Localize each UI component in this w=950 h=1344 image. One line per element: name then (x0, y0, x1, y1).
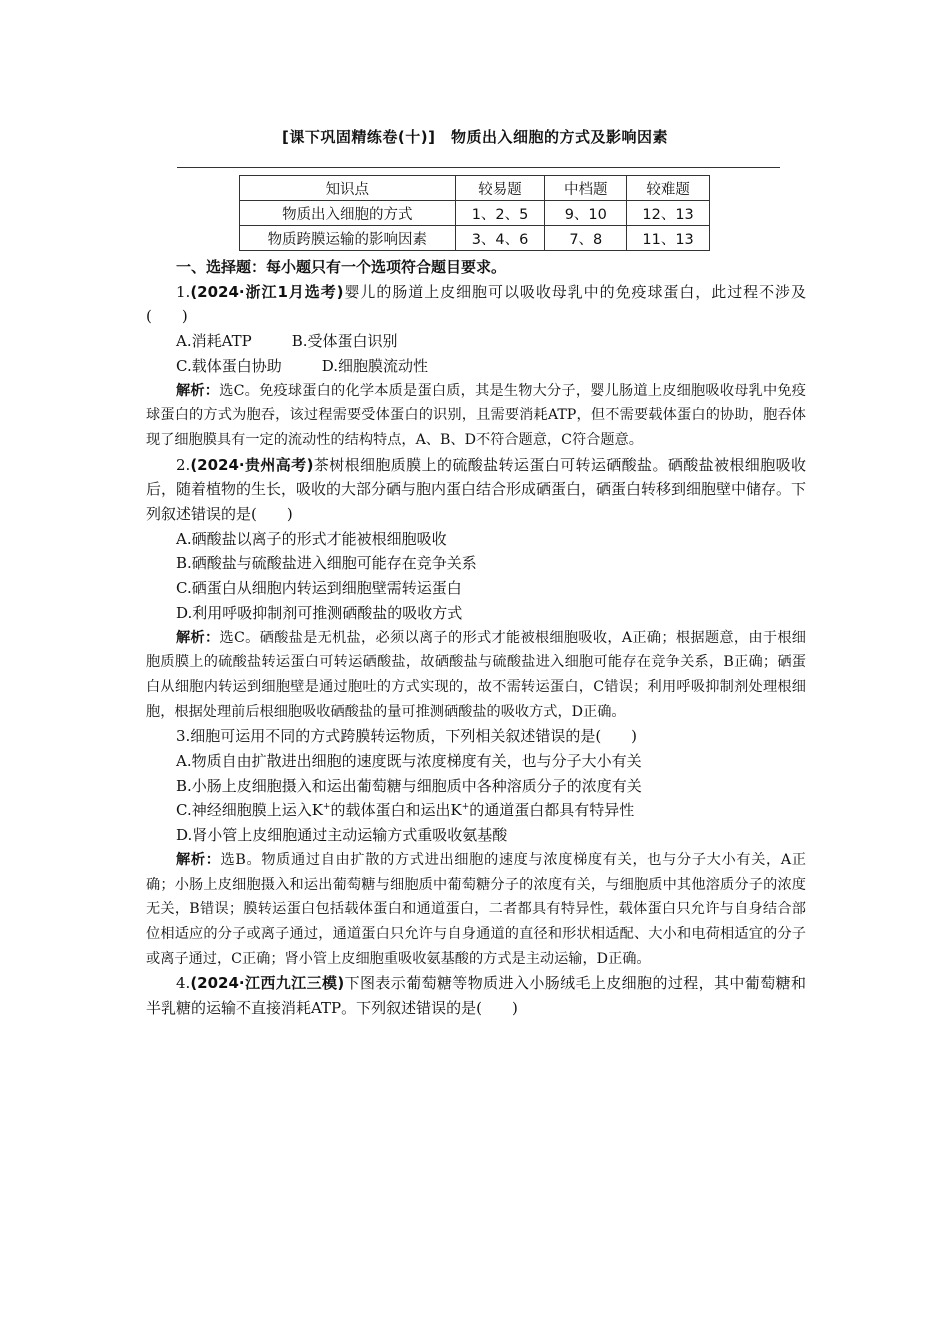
question-source: (2024·浙江1月选考) (190, 282, 344, 301)
option-c: C.硒蛋白从细胞内转运到细胞壁需转运蛋白 (176, 579, 462, 598)
option-c-text: 的通道蛋白都具有特异性 (469, 801, 635, 820)
option-b: B.小肠上皮细胞摄入和运出葡萄糖与细胞质中各种溶质分子的浓度有关 (176, 776, 642, 795)
analysis-label: 解析： (176, 382, 220, 399)
question-number: 2. (176, 455, 191, 474)
table-cell: 9、10 (545, 201, 627, 226)
question-1-options-row (146, 329, 806, 354)
option-c: C.载体蛋白协助 (176, 356, 282, 375)
question-1-options-row (146, 354, 806, 379)
analysis-label: 解析： (176, 851, 221, 868)
option-c-text: C.神经细胞膜上运入K (176, 801, 323, 820)
question-2-analysis (146, 626, 806, 725)
option-b: B.硒酸盐与硫酸盐进入细胞可能存在竞争关系 (176, 554, 477, 573)
option-d: D.肾小管上皮细胞通过主动运输方式重吸收氨基酸 (176, 826, 508, 845)
analysis-text: 选C。硒酸盐是无机盐，必须以离子的形式才能被根细胞吸收，A正确；根据题意，由于根细胞质膜上的硫酸盐转运蛋白可转运硒酸盐，故硒酸盐与硫酸盐进入细胞可能存在竞争关系，B正确；硒蛋白从细胞内转运到细胞壁是通过胞吐的方式实现的，故不需转运蛋白，C错误；利用呼吸抑制剂处理根细胞，根据处理前后根细胞吸收硒酸盐的量可推测硒酸盐的吸收方式，D正确。 (146, 629, 806, 720)
question-2-stem (146, 453, 806, 527)
question-3-analysis (146, 848, 806, 972)
question-3-stem: 3.细胞可运用不同的方式跨膜转运物质，下列相关叙述错误的是( ) (176, 727, 638, 746)
table-cell: 12、13 (627, 201, 710, 226)
question-number: 4. (176, 974, 191, 993)
analysis-text: 选C。免疫球蛋白的化学本质是蛋白质，其是生物大分子，婴儿肠道上皮细胞吸收母乳中免疫球蛋白的方式为胞吞，该过程需要受体蛋白的识别，且需要消耗ATP，但不需要载体蛋白的协助，胞吞体现了细胞膜具有一定的流动性的结构特点，A、B、D不符合题意，C符合题意。 (146, 382, 806, 448)
table-cell: 11、13 (627, 226, 710, 251)
table-header-cell: 较难题 (627, 176, 710, 201)
section-heading: 一、选择题：每小题只有一个选项符合题目要求。 (176, 258, 507, 276)
table-header-cell: 中档题 (545, 176, 627, 201)
option-c (146, 798, 806, 823)
option-d: D.利用呼吸抑制剂可推测硒酸盐的吸收方式 (176, 603, 463, 622)
option-c-text: 的载体蛋白和运出K (330, 801, 462, 820)
table-row (240, 201, 710, 226)
knowledge-table (239, 175, 710, 251)
superscript-plus: + (461, 802, 470, 813)
option-b: B.受体蛋白识别 (291, 332, 398, 351)
question-source: (2024·贵州高考) (190, 455, 314, 474)
table-cell: 物质跨膜运输的影响因素 (240, 226, 456, 251)
question-text: 下图表示葡萄糖等物质进入小肠绒毛上皮细胞的过程，其中葡萄糖和半乳糖的运输不直接消耗ATP。下列叙述错误的是( ) (146, 974, 806, 1018)
option-a: A.硒酸盐以离子的形式才能被根细胞吸收 (176, 529, 447, 548)
table-header-row (240, 176, 710, 201)
table-row (240, 226, 710, 251)
analysis-label: 解析： (176, 629, 220, 646)
table-cell: 7、8 (545, 226, 627, 251)
table-cell: 1、2、5 (455, 201, 545, 226)
question-content (146, 255, 806, 1021)
question-1-stem (146, 280, 806, 329)
page-title: [课下巩固精练卷(十)] 物质出入细胞的方式及影响因素 (282, 128, 668, 146)
option-a: A.消耗ATP (176, 332, 252, 351)
table-cell: 物质出入细胞的方式 (240, 201, 456, 226)
superscript-plus: + (322, 802, 331, 813)
question-text: 茶树根细胞质膜上的硫酸盐转运蛋白可转运硒酸盐。硒酸盐被根细胞吸收后，随着植物的生长，吸收的大部分硒与胞内蛋白结合形成硒蛋白，硒蛋白转移到细胞壁中储存。下列叙述错误的是( ) (146, 455, 807, 524)
question-text: 婴儿的肠道上皮细胞可以吸收母乳中的免疫球蛋白，此过程不涉及( ) (146, 282, 806, 326)
option-a: A.物质自由扩散进出细胞的速度既与浓度梯度有关，也与分子大小有关 (176, 752, 642, 771)
question-source: (2024·江西九江三模) (190, 974, 345, 993)
question-4-stem (146, 971, 806, 1020)
question-1-analysis (146, 379, 806, 453)
table-cell: 3、4、6 (455, 226, 545, 251)
title-divider (177, 167, 780, 168)
table-header-cell: 知识点 (240, 176, 456, 201)
analysis-text: 选B。物质通过自由扩散的方式进出细胞的速度与浓度梯度有关，也与分子大小有关，A正确；小肠上皮细胞摄入和运出葡萄糖与细胞质中葡萄糖分子的浓度有关，与细胞质中其他溶质分子的浓度无关，B错误；膜转运蛋白包括载体蛋白和通道蛋白，二者都具有特异性，载体蛋白只允许与自身结合部位相适应的分子或离子通过，通道蛋白只允许与自身通道的直径和形状相适配、大小和电荷相适宜的分子或离子通过，C正确；肾小管上皮细胞重吸收氨基酸的方式是主动运输，D正确。 (146, 851, 806, 967)
question-number: 1. (176, 282, 191, 301)
option-d: D.细胞膜流动性 (321, 356, 428, 375)
table-header-cell: 较易题 (455, 176, 545, 201)
